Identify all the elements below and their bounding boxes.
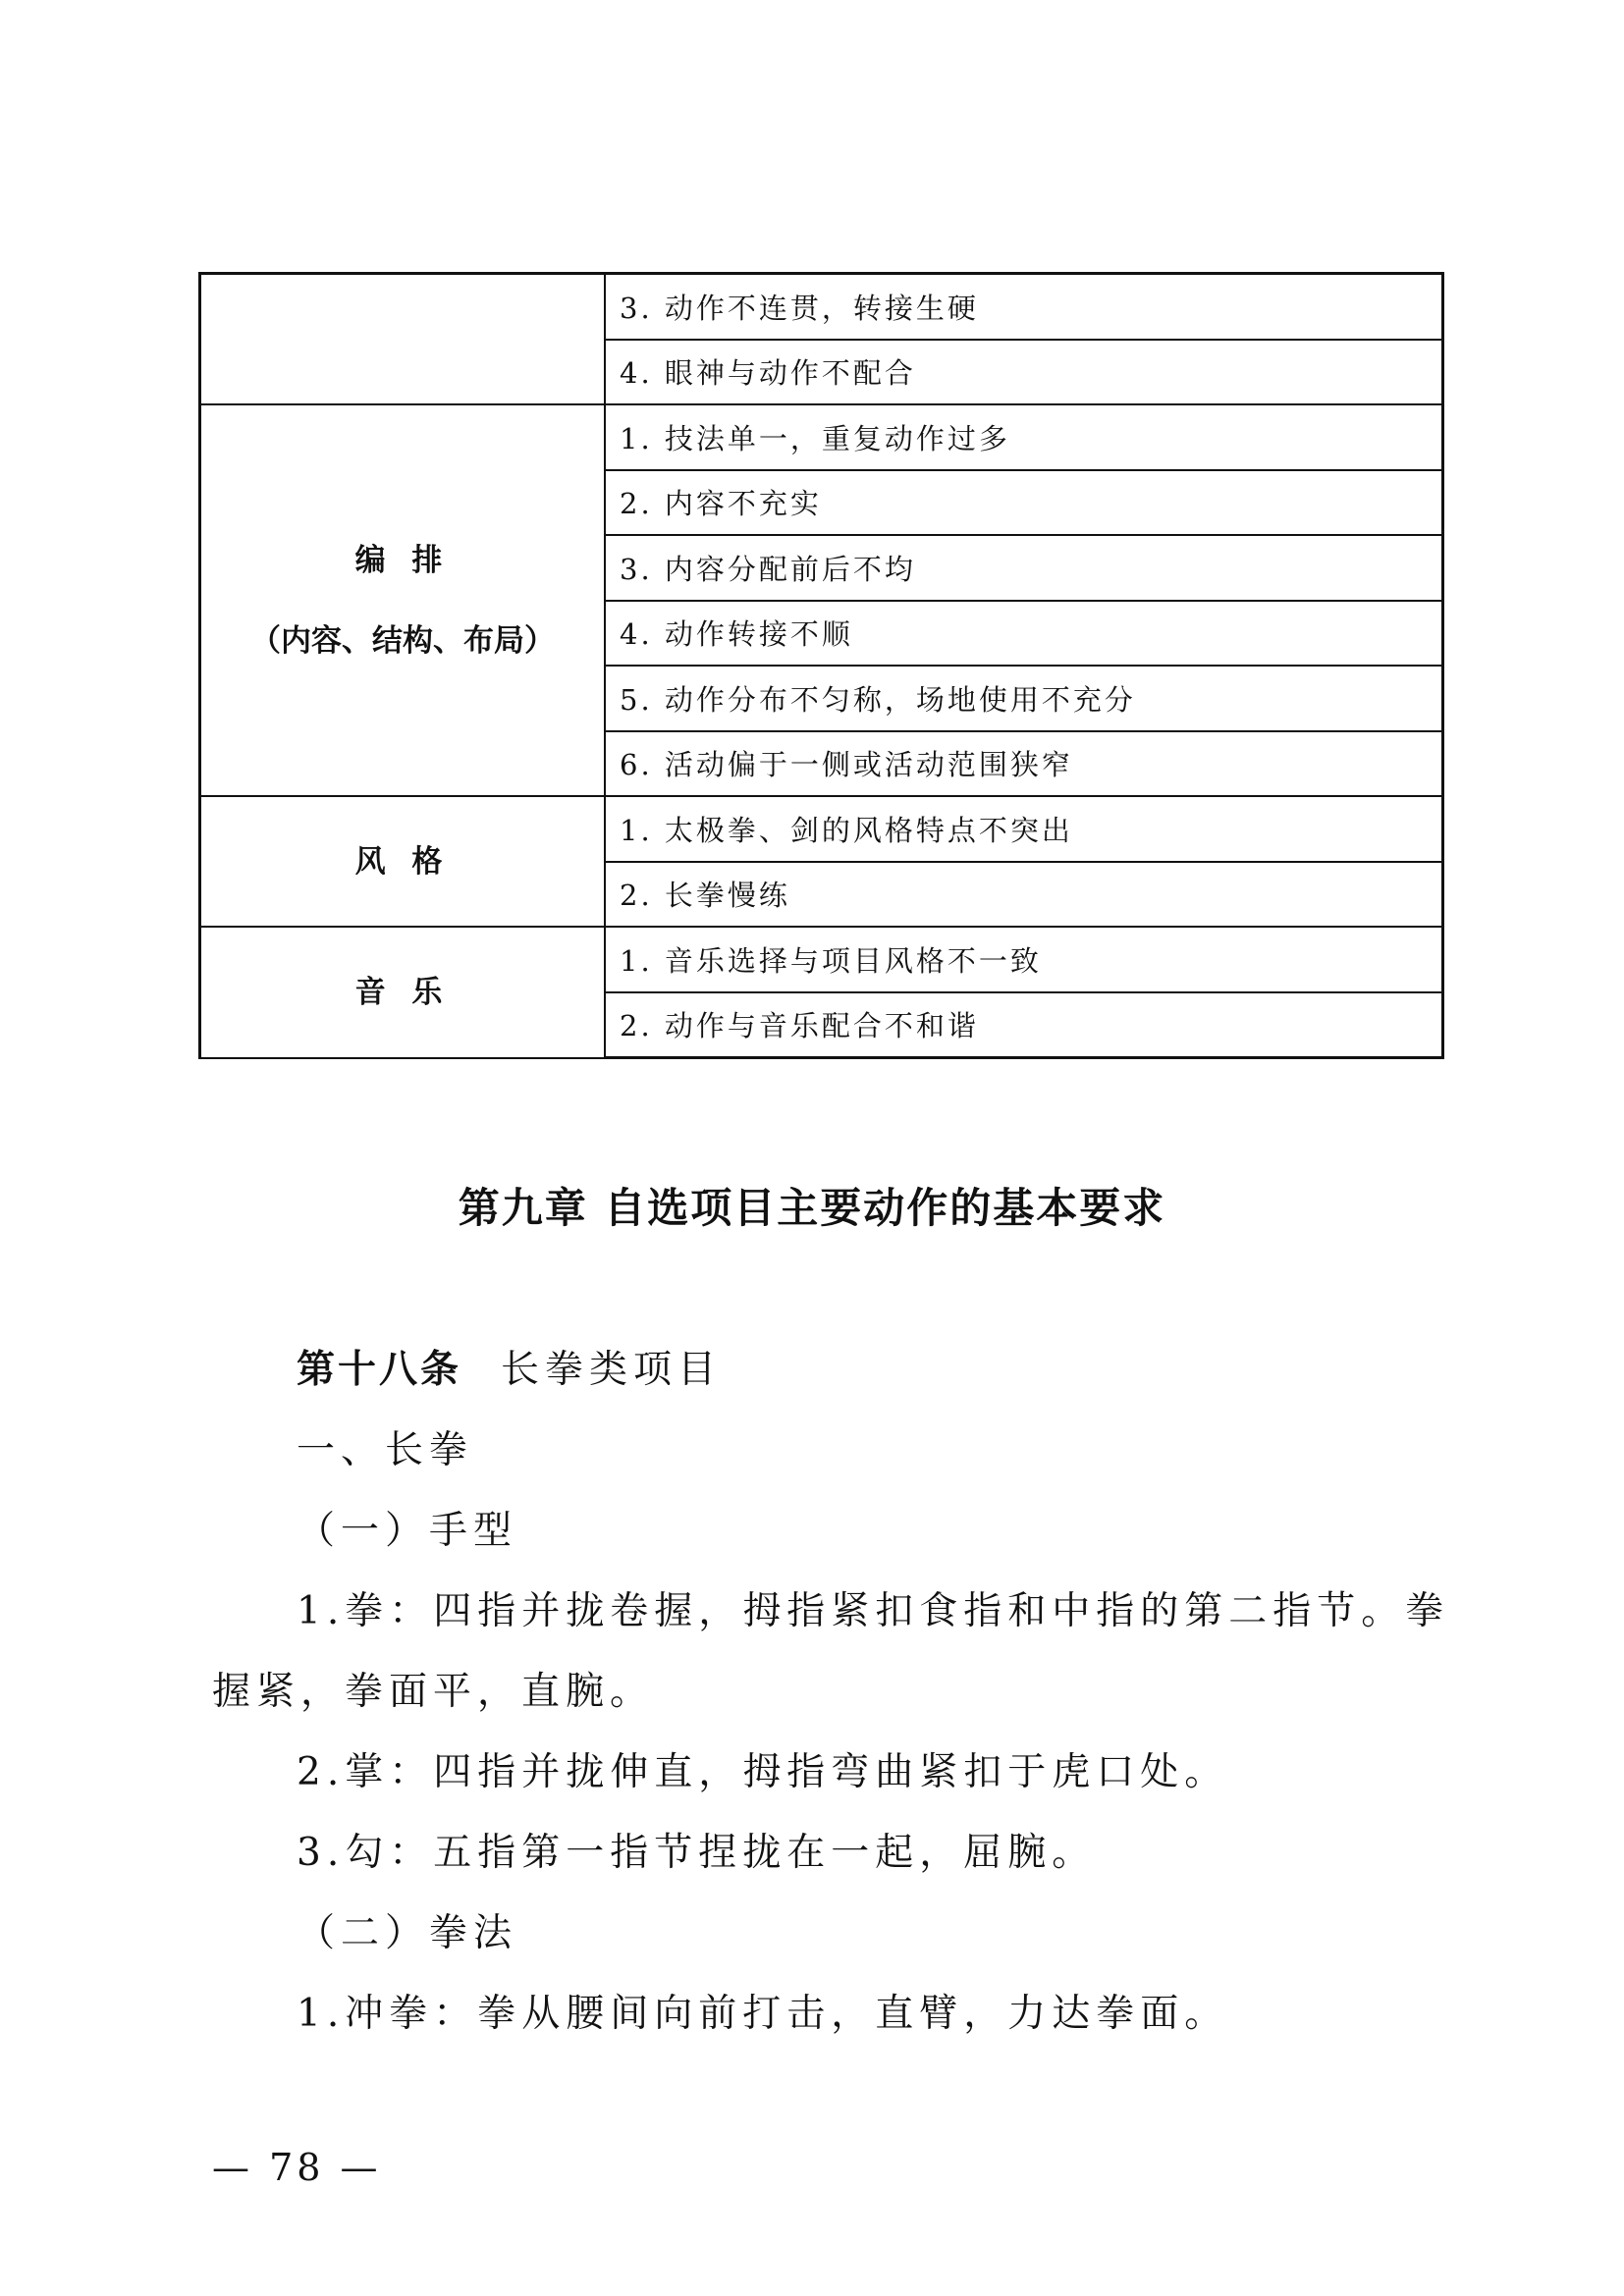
category-cell-arrangement — [200, 404, 606, 796]
table-row — [200, 796, 1443, 862]
section-heading: 一、长拳 — [297, 1428, 474, 1472]
deduction-table — [198, 272, 1444, 1059]
category-cell-style — [200, 796, 606, 927]
article-heading — [297, 1339, 722, 1394]
article-number: 第十八条 — [297, 1348, 462, 1392]
table-item: 5. 动作分布不匀称，场地使用不充分 — [605, 666, 1443, 731]
subsection-heading: （二）拳法 — [297, 1911, 518, 1955]
table-item: 1. 音乐选择与项目风格不一致 — [605, 927, 1443, 992]
category-name: 音 乐 — [354, 974, 451, 1010]
table-item: 3. 动作不连贯，转接生硬 — [605, 274, 1443, 340]
category-subtitle: （内容、结构、布局） — [250, 622, 555, 659]
chapter-title: 第九章 自选项目主要动作的基本要求 — [458, 1184, 1166, 1232]
table-item: 2. 动作与音乐配合不和谐 — [605, 992, 1443, 1058]
table-item: 1. 太极拳、剑的风格特点不突出 — [605, 796, 1443, 862]
paragraph-line: 3.勾：五指第一指节捏拢在一起，屈腕。 — [297, 1831, 1097, 1875]
category-cell-continued — [200, 274, 606, 405]
table-row — [200, 274, 1443, 340]
table-item: 6. 活动偏于一侧或活动范围狭窄 — [605, 731, 1443, 797]
table-item: 1. 技法单一，重复动作过多 — [605, 404, 1443, 470]
article-title: 长拳类项目 — [501, 1348, 723, 1392]
paragraph-line: 1.冲拳：拳从腰间向前打击，直臂，力达拳面。 — [297, 1992, 1229, 2036]
category-cell-music — [200, 927, 606, 1058]
table-item: 4. 动作转接不顺 — [605, 601, 1443, 667]
paragraph-line: 握紧，拳面平，直腕。 — [212, 1670, 655, 1714]
page-number: — 78 — — [212, 2146, 382, 2189]
table-item: 2. 长拳慢练 — [605, 862, 1443, 928]
category-name: 编 排 — [354, 542, 451, 578]
paragraph-line: 2.掌：四指并拢伸直，拇指弯曲紧扣于虎口处。 — [297, 1750, 1229, 1794]
category-name: 风 格 — [354, 843, 451, 880]
subsection-heading: （一）手型 — [297, 1509, 518, 1553]
table-item: 2. 内容不充实 — [605, 470, 1443, 536]
table-item: 4. 眼神与动作不配合 — [605, 340, 1443, 405]
table-row — [200, 927, 1443, 992]
paragraph-line: 1.拳：四指并拢卷握，拇指紧扣食指和中指的第二指节。拳 — [297, 1589, 1450, 1633]
table-item: 3. 内容分配前后不均 — [605, 535, 1443, 601]
table-row — [200, 404, 1443, 470]
